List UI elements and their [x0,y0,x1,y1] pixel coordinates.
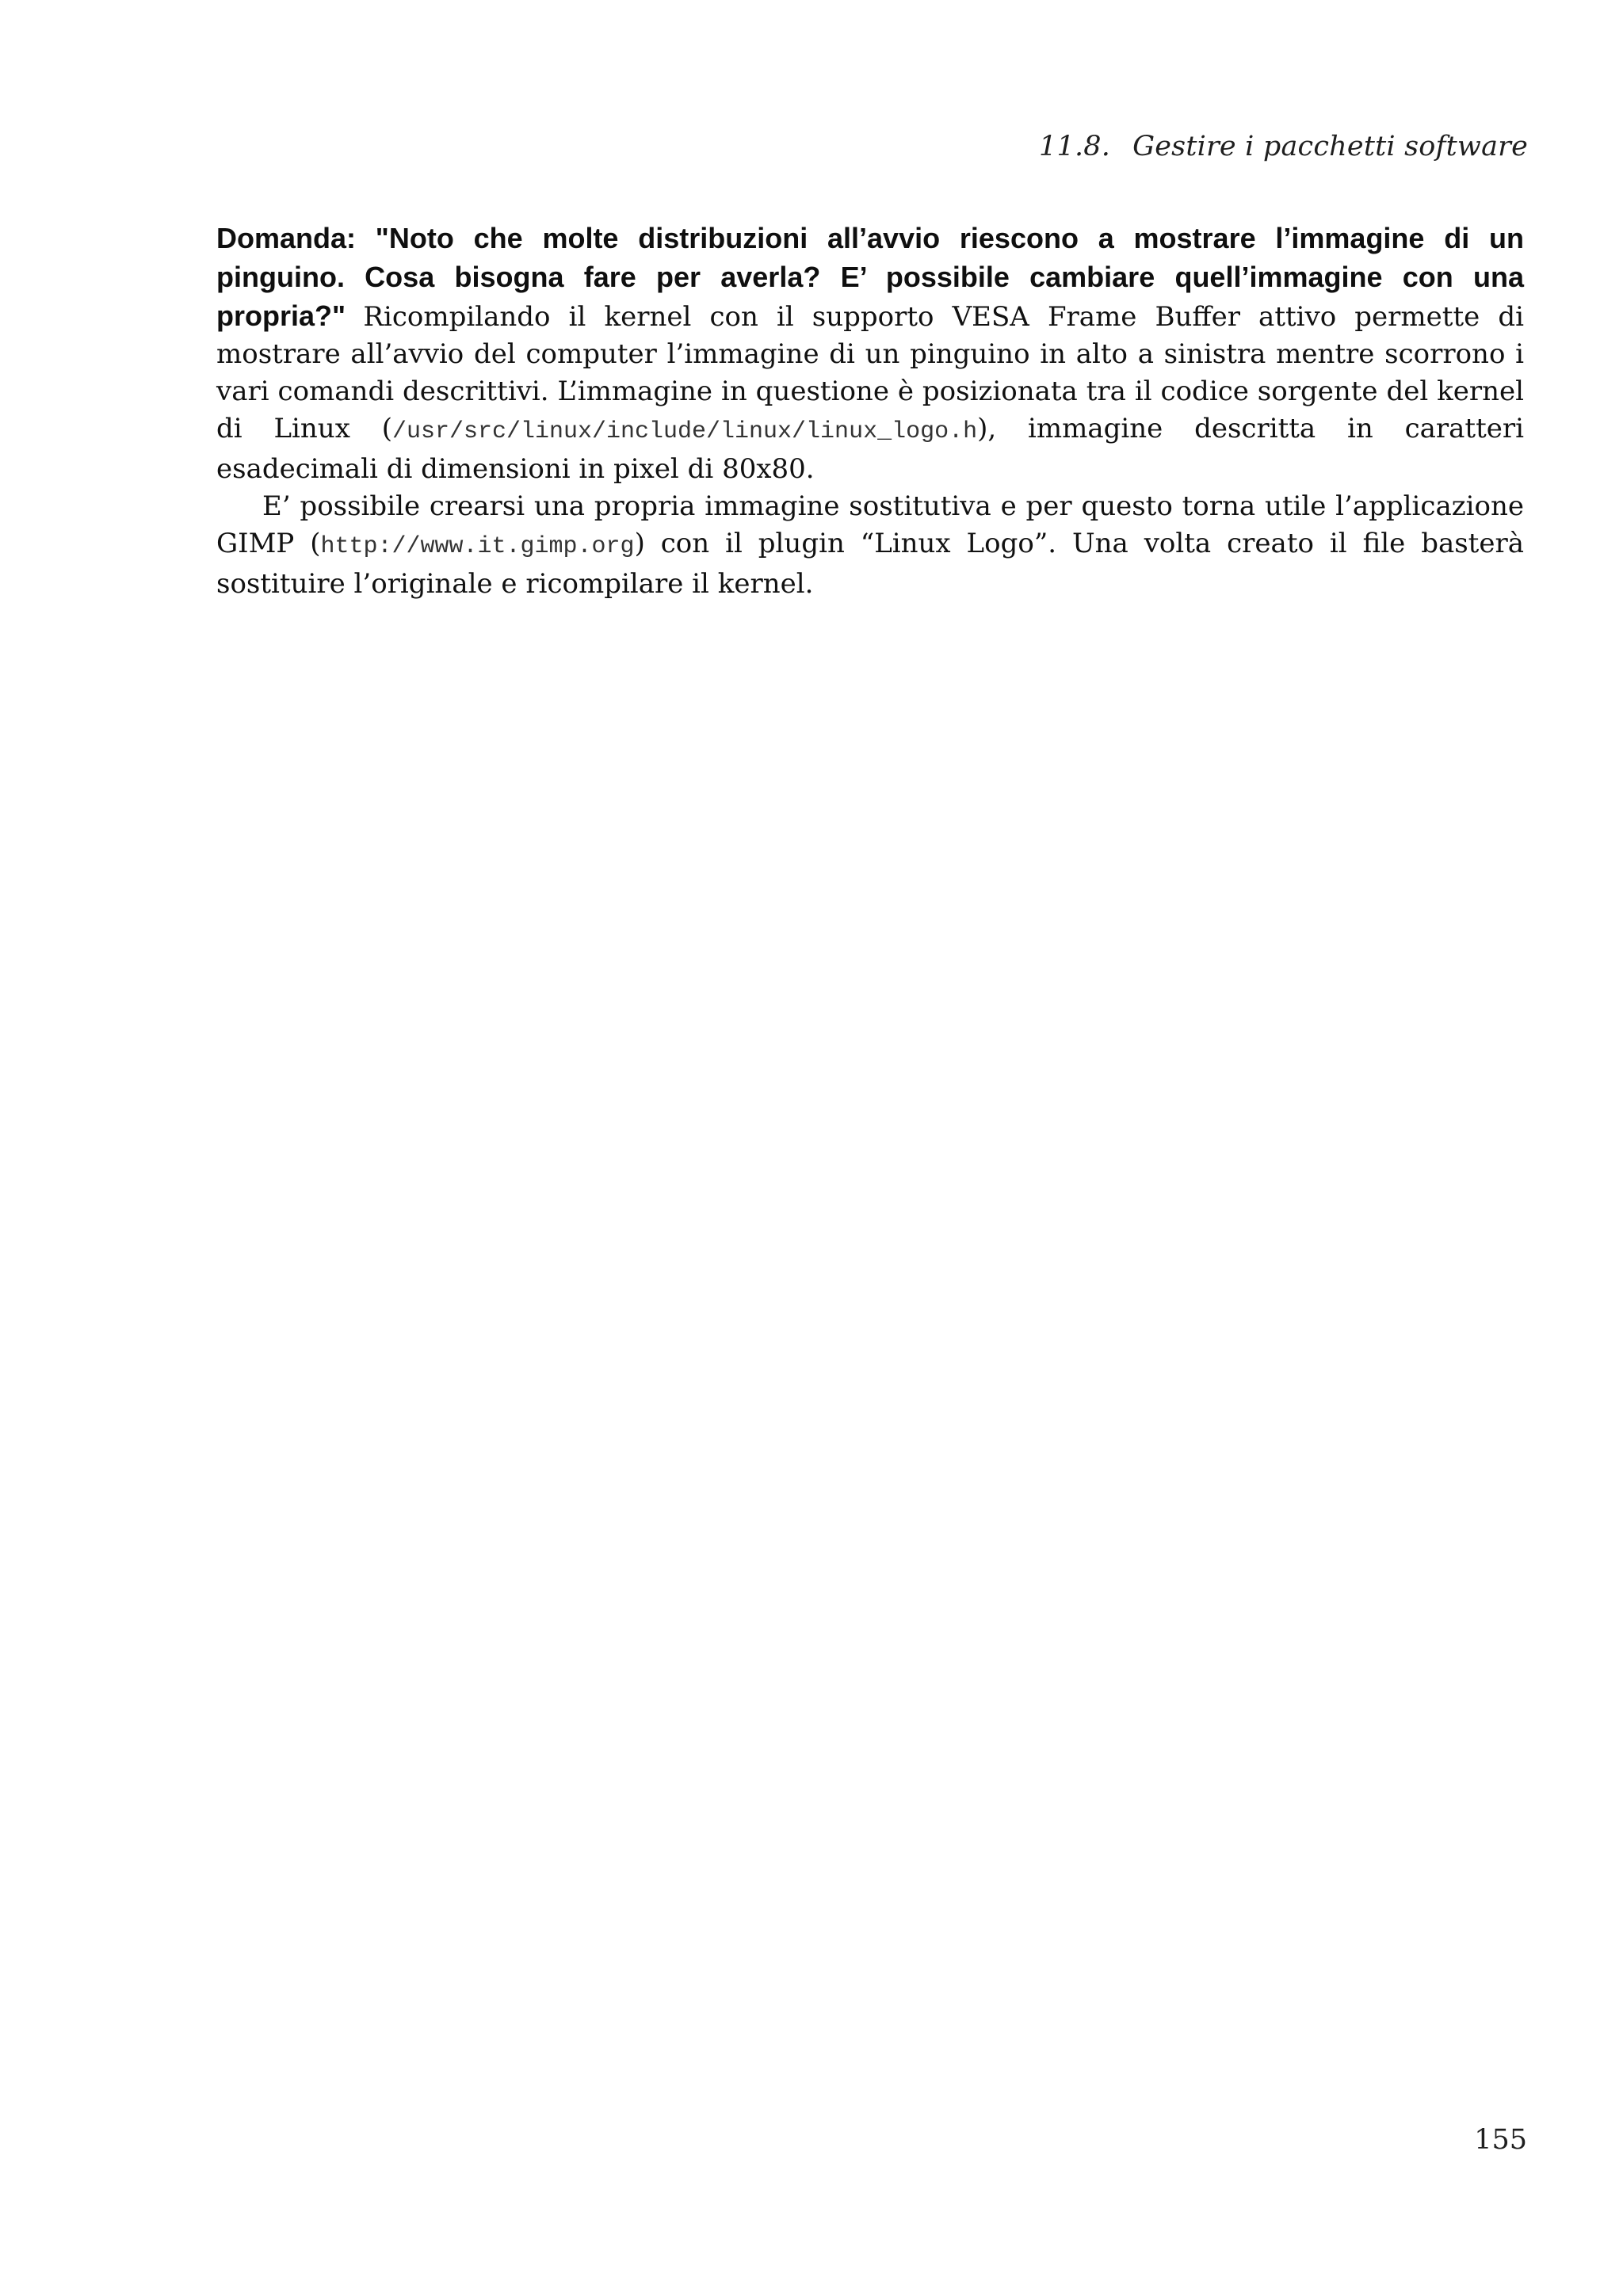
gimp-paragraph [216,488,1524,603]
question-answer-paragraph [216,219,1524,488]
body-text [216,219,1524,603]
answer-text-part2: ), immagine descritta in caratteri esadecimali di dimensioni in pixel di 80x80. [216,413,1524,485]
running-header [1039,133,1528,161]
gimp-url: http://www.it.gimp.org [320,533,635,560]
question-text: Domanda: "Noto che molte distribuzioni all’avvio riescono a mostrare l’immagine di un pinguino. Cosa bisogna fare per averla? E’ possibile cambiare quell’immagine con una propria?" [216,222,1524,332]
gimp-text-part1: E’ possibile crearsi una propria immagine sostitutiva e per questo torna utile l’applicazione GIMP ( [216,490,1524,559]
answer-text-part1: Ricompilando il kernel con il supporto VESA Frame Buffer attivo permette di mostrare all’avvio del computer l’immagine di un pinguino in alto a sinistra mentre scorrono i vari comandi descrittivi. L’immagine in questione è posizionata tra il codice sorgente del kernel di Linux ( [216,301,1524,444]
kernel-logo-path: /usr/src/linux/include/linux/linux_logo.h [391,418,978,445]
section-number: 11.8. [1039,131,1111,162]
gimp-text-part2: ) con il plugin “Linux Logo”. Una volta creato il file basterà sostituire l’originale e ricompilare il kernel. [216,528,1524,600]
section-title: Gestire i pacchetti software [1132,131,1528,162]
page-number: 155 [1474,2124,1527,2156]
